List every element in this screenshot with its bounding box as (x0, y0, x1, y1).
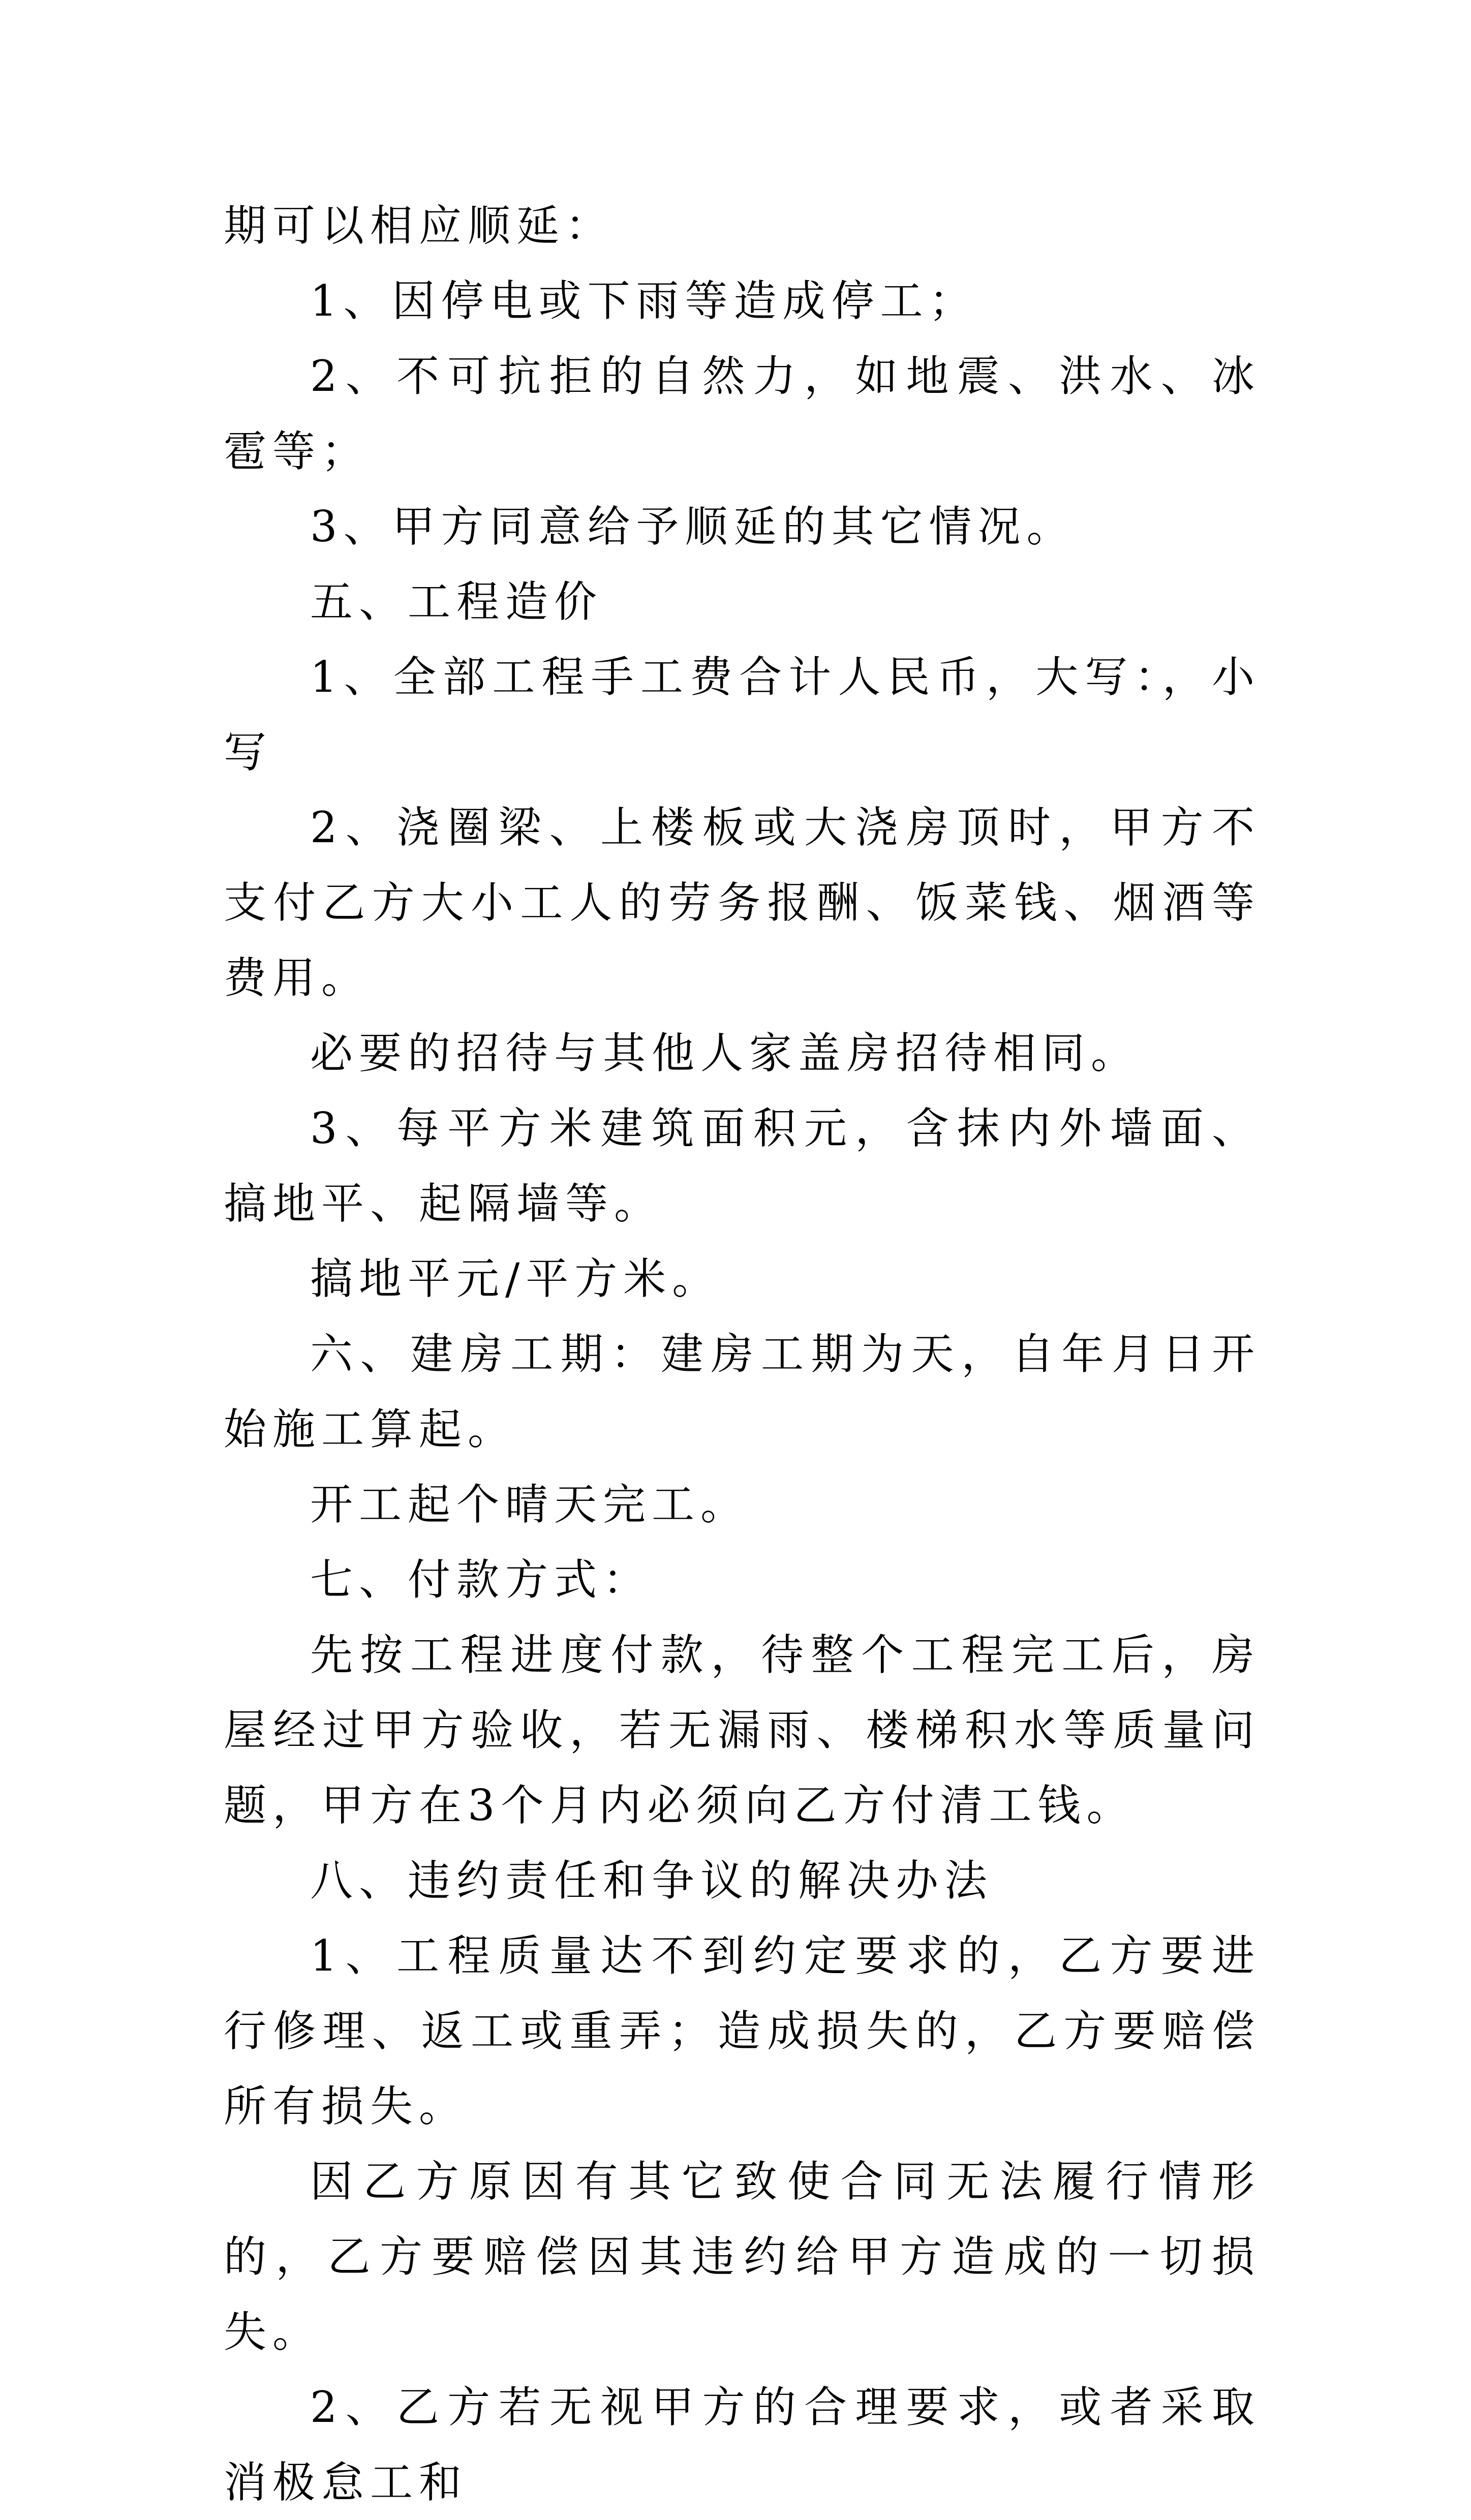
paragraph: 先按工程进度付款，待整个工程完工后，房屋经过甲方验收，若无漏雨、楼梯积水等质量问题，甲方在3个月内必须向乙方付清工钱。 (224, 1630, 1261, 1830)
section-heading: 六、建房工期：建房工期为天，自年月日开始施工算起。 (224, 1329, 1261, 1454)
paragraph: 因乙方原因有其它致使合同无法履行情形的，乙方要赔偿因其违约给甲方造成的一切损失。 (224, 2157, 1261, 2357)
paragraph: 开工起个晴天完工。 (310, 1480, 750, 1529)
paragraph: 搞地平元/平方米。 (310, 1254, 721, 1304)
paragraph: 2、乙方若无视甲方的合理要求，或者采取消极怠工和 (224, 2382, 1261, 2507)
section-heading: 五、工程造价 (310, 577, 603, 627)
paragraph: 2、浇圈梁、上楼板或大浇房顶时，甲方不支付乙方大小工人的劳务报酬、饭菜钱、烟酒等费用。 (224, 803, 1261, 1003)
section-heading: 八、违约责任和争议的解决办法 (310, 1856, 994, 1906)
paragraph: 1、因停电或下雨等造成停工； (310, 276, 978, 326)
section-heading: 七、付款方式： (310, 1555, 652, 1605)
paragraph: 2、不可抗拒的自然力，如地震、洪水、冰雹等； (224, 351, 1261, 476)
paragraph: 期可以相应顺延： (224, 201, 615, 251)
document-body (224, 188, 1261, 2520)
paragraph: 1、工程质量达不到约定要求的，乙方要进行修理、返工或重弄；造成损失的，乙方要赔偿所有损失。 (224, 1931, 1261, 2131)
paragraph: 1、全部工程手工费合计人民币，大写：，小写 (224, 652, 1261, 777)
paragraph: 3、每平方米建筑面积元，含抹内外墙面、搞地平、起隔墙等。 (224, 1103, 1261, 1228)
paragraph: 必要的招待与其他人家盖房招待相同。 (310, 1028, 1140, 1078)
paragraph: 3、甲方同意给予顺延的其它情况。 (310, 502, 1076, 551)
